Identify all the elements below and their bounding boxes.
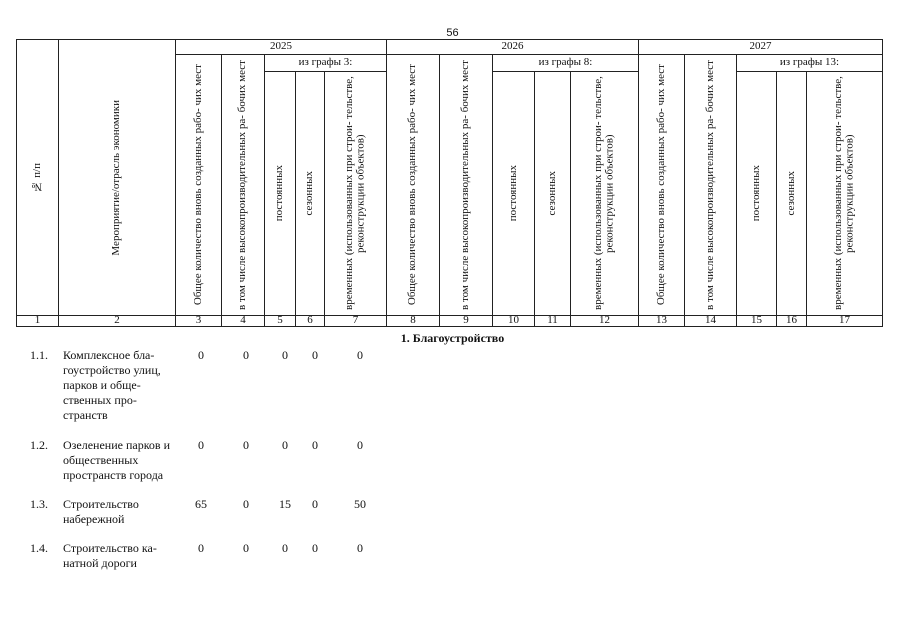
row-activity: Строительство ка- натной дороги (63, 541, 157, 570)
column-number: 4 (222, 316, 265, 327)
column-number: 15 (737, 316, 777, 327)
col-header-hp-2027: в том числе высокопроизводительных ра- бочих мест (685, 55, 737, 316)
cell-value: 0 (243, 348, 249, 362)
col-header-temp-2025: временных (использованных при строи- тельстве, реконструкции объектов) (325, 72, 387, 316)
col-header-total-2026: Общее количество вновь созданных рабо- чих мест (387, 55, 440, 316)
cell-value: 0 (243, 438, 249, 452)
cell-value: 65 (195, 497, 207, 511)
column-number: 16 (777, 316, 807, 327)
column-number: 12 (571, 316, 639, 327)
cell-value: 0 (282, 438, 288, 452)
row-index: 1.4. (30, 541, 48, 555)
column-number: 7 (325, 316, 387, 327)
row-activity: Комплексное бла- гоустройство улиц, парков и обще- ственных про- странств (63, 348, 161, 422)
year-header-2027: 2027 (639, 40, 883, 55)
row-activity: Озеленение парков и общественных пространств города (63, 438, 171, 482)
col-header-activity: Мероприятие/отрасль экономики (59, 40, 176, 316)
cell-value: 0 (243, 497, 249, 511)
cell-value: 0 (357, 438, 363, 452)
row-index: 1.2. (30, 438, 48, 452)
row-index: 1.3. (30, 497, 48, 511)
cell-value: 0 (243, 541, 249, 555)
column-number: 9 (440, 316, 493, 327)
year-header-2026: 2026 (387, 40, 639, 55)
col-header-perm-2027: постоянных (737, 72, 777, 316)
column-number: 13 (639, 316, 685, 327)
cell-value: 50 (354, 497, 366, 511)
col-header-total-2025: Общее количество вновь созданных рабо- чих мест (176, 55, 222, 316)
column-number: 17 (807, 316, 883, 327)
column-number: 3 (176, 316, 222, 327)
table-header (16, 39, 883, 327)
cell-value: 0 (312, 348, 318, 362)
cell-value: 0 (282, 541, 288, 555)
column-number: 1 (17, 316, 59, 327)
col-header-hp-2025: в том числе высокопроизводительных ра- бочих мест (222, 55, 265, 316)
column-number: 11 (535, 316, 571, 327)
column-number: 8 (387, 316, 440, 327)
cell-value: 0 (357, 541, 363, 555)
col-header-season-2026: сезонных (535, 72, 571, 316)
of-column-2026: из графы 8: (493, 55, 639, 72)
year-header-2025: 2025 (176, 40, 387, 55)
cell-value: 0 (198, 348, 204, 362)
col-header-total-2027: Общее количество вновь созданных рабо- чих мест (639, 55, 685, 316)
cell-value: 0 (312, 541, 318, 555)
row-index: 1.1. (30, 348, 48, 362)
section-title: 1. Благоустройство (400, 331, 505, 345)
col-header-temp-2027: временных (использованных при строи- тельстве, реконструкции объектов) (807, 72, 883, 316)
of-column-2025: из графы 3: (265, 55, 387, 72)
col-header-hp-2026: в том числе высокопроизводительных ра- бочих мест (440, 55, 493, 316)
col-header-season-2025: сезонных (296, 72, 325, 316)
column-number: 10 (493, 316, 535, 327)
cell-value: 0 (312, 438, 318, 452)
cell-value: 0 (198, 438, 204, 452)
cell-value: 0 (357, 348, 363, 362)
cell-value: 15 (279, 497, 291, 511)
col-header-season-2027: сезонных (777, 72, 807, 316)
cell-value: 0 (282, 348, 288, 362)
col-header-temp-2026: временных (использованных при строи- тельстве, реконструкции объектов) (571, 72, 639, 316)
col-header-perm-2025: постоянных (265, 72, 296, 316)
cell-value: 0 (312, 497, 318, 511)
cell-value: 0 (198, 541, 204, 555)
col-header-num: № п/п (17, 40, 59, 316)
column-number: 14 (685, 316, 737, 327)
column-number: 5 (265, 316, 296, 327)
of-column-2027: из графы 13: (737, 55, 883, 72)
col-header-perm-2026: постоянных (493, 72, 535, 316)
page-number: 56 (446, 27, 459, 39)
column-number: 2 (59, 316, 176, 327)
row-activity: Строительство набережной (63, 497, 139, 526)
column-number: 6 (296, 316, 325, 327)
